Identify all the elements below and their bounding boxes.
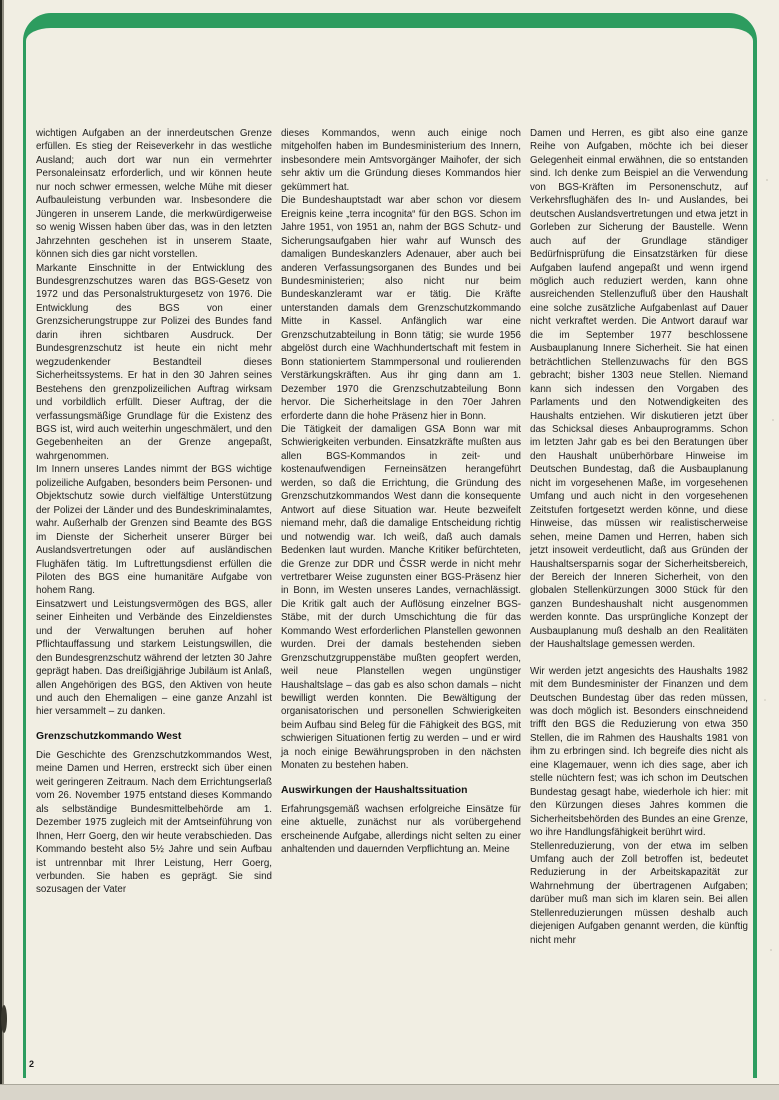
paragraph: Die Geschichte des Grenzschutzkommandos West, meine Damen und Herren, erstreckt sich über einen weit geringeren Zeitraum. Nach dem Errichtungserlaß vom 26. November 1975 entstand dieses Kommando als selbständige Bundesmittelbehörde am 1. Dezember 1975 zugleich mit der Amtseinführung von Ihnen, Herr Goerg, den wir heute verabschieden. Das Kommando besteht also 5½ Jahre und sein Aufbau ist untrennbar mit Ihrer Leistung, Herr Goerg, verbunden. Sie haben es geprägt. Sie sind sozusagen der Vater: [36, 749, 272, 896]
paragraph: Wir werden jetzt angesichts des Haushalts 1982 mit dem Bundesminister der Finanzen und dem Deutschen Bundestag über das reden müssen, was doch möglich ist. Besonders einschneidend trifft den BGS die Reduzierung von etwa 350 Stellen, die im Rahmen des Haushalts 1981 von ihm zu erbringen sind. Ich begreife dies nicht als eine Klagemauer, wenn ich dies sage, aber ich stelle nüchtern fest; was ich schon im Deutschen Bundestag gesagt habe, wiederhole ich hier: mit den Kürzungen dieses Jahres kommen die Sicherheitsbehörden des Bundes an eine Grenze, wo ihre Handlungsfähigkeit berührt wird.: [530, 665, 748, 839]
paragraph: Im Innern unseres Landes nimmt der BGS wichtige polizeiliche Aufgaben, besonders beim Personen- und Objektschutz sowie durch vielfältige Unterstützung der Polizei der Länder und des Bundeskriminalamtes, wahr. Außerhalb der Grenzen sind Beamte des BGS im Dienste der Sicherheit unserer Bürger bei Auslandsvertretungen oder auf ausländischen Flughäfen tätig. Im Luftrettungsdienst erfüllen die Piloten des BGS eine humanitäre Aufgabe von hohem Rang.: [36, 464, 272, 597]
text-column: [530, 127, 748, 947]
scan-speckle-texture: [759, 0, 779, 1084]
paragraph: Markante Einschnitte in der Entwicklung des Bundesgrenzschutzes waren das BGS-Gesetz von 1972 und das Personalstrukturgesetz von 1976. Die Entwicklung des BGS von einer Grenzsicherungstruppe zur Polizei des Bundes fand darin ihren sichtbaren Ausdruck. Der Bundesgrenzschutz ist heute ein nicht mehr wegzudenkender Bestandteil dieses Sicherheitssystems. Er hat in den 30 Jahren seines Bestehens den grenzpolizeilichen Auftrag wirksam und vorbildlich erfüllt. Dieser Auftrag, der die verfassungsmäßige Grundlage für die Existenz des BGS ist, wird auch weiterhin ungeschmälert, und den Gegebenheiten an der Grenze angepaßt, wahrgenommen.: [36, 262, 272, 462]
paragraph: Damen und Herren, es gibt also eine ganze Reihe von Aufgaben, möchte ich bei dieser Gelegenheit einmal erwähnen, die so entstanden sind. Ich denke zum Beispiel an die Verwendung von BGS-Kräften im Personenschutz, auf Verkehrsflughäfen des In- und Auslandes, bei deutschen Auslandsvertretungen und etwa jetzt in Gorleben zur Sicherung der Baustelle. Wenn auch auf der Grundlage ständiger Bedürfnisprüfung die Einsatzstärken für diese Aufgaben laufend angepaßt und wenn irgend möglich auch reduziert werden, kann ohne ausreichenden Stellenzufluß über den Haushalt eine solche zusätzliche Aufgabenlast auf Dauer nicht verkraftet werden. Die Antwort darauf war die im September 1977 beschlossene Ausbauplanung Innere Sicherheit. Sie hat einen beträchtlichen Stellenzuwachs für den BGS gebracht; bisher 1303 neue Stellen. Niemand kann sich indessen den Vorgaben des Parlaments und den Notwendigkeiten des Haushalts entziehen. Wir diskutieren jetzt über das Schicksal dieses Anbauprogramms. Schon im letzten Jahr gab es bei den Beratungen über den Haushalt unüberhörbare Hinweise im Deutschen Bundestag, daß die Ausbauplanung nicht im vorgesehenen Maße, im vorgesehenen Umfang und auch nicht in den vorgesehenen Zeitstufen fortgesetzt werden könne, und diese Hinweise, das müssen wir realistischerweise sehen, meine Damen und Herren, haben sich jetzt insoweit verdeutlicht, daß aus Gründen der Haushaltsersparnis sogar der Sicherheitsbereich, der Bereich der Inneren Sicherheit, von den globalen Stellenkürzungen 3000 Stück für den ganzen Bundeshaushalt nicht ausgenommen werden konnte. Das ursprüngliche Konzept der Ausbauplanung muß deshalb an den Realitäten der Haushaltslage gemessen werden.: [530, 128, 748, 651]
scan-left-edge: [0, 0, 4, 1100]
section-heading: Grenzschutzkommando West: [36, 730, 182, 742]
paragraph: Erfahrungsgemäß wachsen erfolgreiche Einsätze für eine aktuelle, zunächst nur als vorübergehend erscheinende Aufgabe, allerdings nicht selten zu einer anhaltenden und dauernden Verpflichtung an. Meine: [281, 803, 521, 856]
page-number: 2: [29, 1059, 35, 1069]
article-body: [36, 127, 748, 947]
paragraph: Die Tätigkeit der damaligen GSA Bonn war mit Schwierigkeiten verbunden. Einsatzkräfte mußten aus allen BGS-Kommandos in zeit- und kostenaufwendigen Ferneinsätzen herangeführt werden, so daß die Errichtung, die Gründung des Grenzschutzkommandos West dann die konsequente Antwort auf diese Situation war. Heute bezweifelt niemand mehr, daß die damalige Entscheidung richtig und notwendig war. Ich weiß, daß auch damals Bedenken laut wurden. Manche Kritiker befürchteten, die Grenze zur DDR und ČSSR werde in nicht mehr vertretbarer Weise zugunsten einer BGS-Präsenz hier in Bonn, im Westen unseres Landes, vernachlässigt. Die Kritik galt auch der Auflösung einzelner BGS-Stäbe, mit der durch Umschichtung die für das Kommando West erforderlichen Planstellen gewonnen wurden. Drei der damals bestehenden sieben Grenzschutzgruppenstäbe mußten geopfert werden, weil neue Planstellen wegen ungünstiger Haushaltslage – das gab es also schon damals – nicht bewilligt werden konnten. Die Bewältigung der organisatorischen und personellen Schwierigkeiten beim Aufbau sind Beleg für die Fähigkeit des BGS, mit schwierigen Situationen fertig zu werden – und er wird ja noch einige Bewährungsproben in den nächsten Monaten zu bestehen haben.: [281, 423, 521, 772]
scan-bottom-page-edge: [0, 1084, 779, 1100]
paragraph: Die Bundeshauptstadt war aber schon vor diesem Ereignis keine „terra incognita“ für den BGS. Schon im Jahre 1951, von 1951 an, nahm der BGS Schutz- und Sicherungsaufgaben hier wahr auf Wunsch des damaligen Bundeskanzlers Adenauer, aber auch bei anderen Verfassungsorganen des Bundes und bei Bundesministerien; also nicht nur beim Bundeskanzleramt war er tätig. Die Kräfte unterstanden damals dem Grenzschutzkommando Mitte in Kassel. Anfänglich war eine Grenzschutzabteilung in Bonn tätig; sie wurde 1956 abgelöst durch eine Wachhundertschaft mit festem in Bonn stationiertem Stammpersonal und roulierenden Verstärkungskräften. Aus ihr ging dann am 1. Dezember 1970 die Grenzschutzabteilung Bonn hervor. Die Sicherheitslage in den 70er Jahren erforderte dann die hohe Präsenz hier in Bonn.: [281, 195, 521, 422]
text-column: [36, 127, 272, 947]
paragraph: wichtigen Aufgaben an der innerdeutschen Grenze erfüllen. Es stieg der Reiseverkehr in das westliche Ausland; auch dort war nun ein vermehrter Personaleinsatz erforderlich, und wir können heute nur noch schwer ermessen, welche Mühe mit dieser Aufbauleistung verbunden war. Insbesondere die Jüngeren in unserem Lande, die merkwürdigerweise so wenig Wissen haben über das, was in den letzten Jahrzehnten geschehen ist in unserem Staate, können sich dies gar nicht vorstellen.: [36, 128, 272, 261]
paragraph: Einsatzwert und Leistungsvermögen des BGS, aller seiner Einheiten und Verbände des Einzeldienstes und der Verwaltungen beruhen auf hoher Pflichtauffassung und starkem Leistungswillen, die den Bundesgrenzschutz während der letzten 30 Jahre geprägt haben. Das dreißigjährige Jubiläum ist Anlaß, allen Angehörigen des BGS, den Aktiven von heute und auch den Ehemaligen – eine ganze Anzahl ist hier versammelt – zu danken.: [36, 598, 272, 718]
paragraph: dieses Kommandos, wenn auch einige noch mitgeholfen haben im Bundesministerium des Innern, insbesondere mein Amtsvorgänger Maihofer, der sich sehr aktiv um die Gründung dieses Kommandos hier gekümmert hat.: [281, 128, 521, 193]
section-heading: Auswirkungen der Haushaltssituation: [281, 784, 468, 796]
paragraph: Stellenreduzierung, von der etwa im selben Umfang auch der Zoll betroffen ist, bedeutet Reduzierung in der Arbeitskapazität zur Wahrnehmung der übertragenen Aufgaben; darüber muß man sich im klaren sein. Bei allen Stellenreduzierungen müssen deshalb auch diejenigen Aufgaben genannt werden, die künftig nicht mehr: [530, 840, 748, 946]
text-column: [281, 127, 521, 947]
